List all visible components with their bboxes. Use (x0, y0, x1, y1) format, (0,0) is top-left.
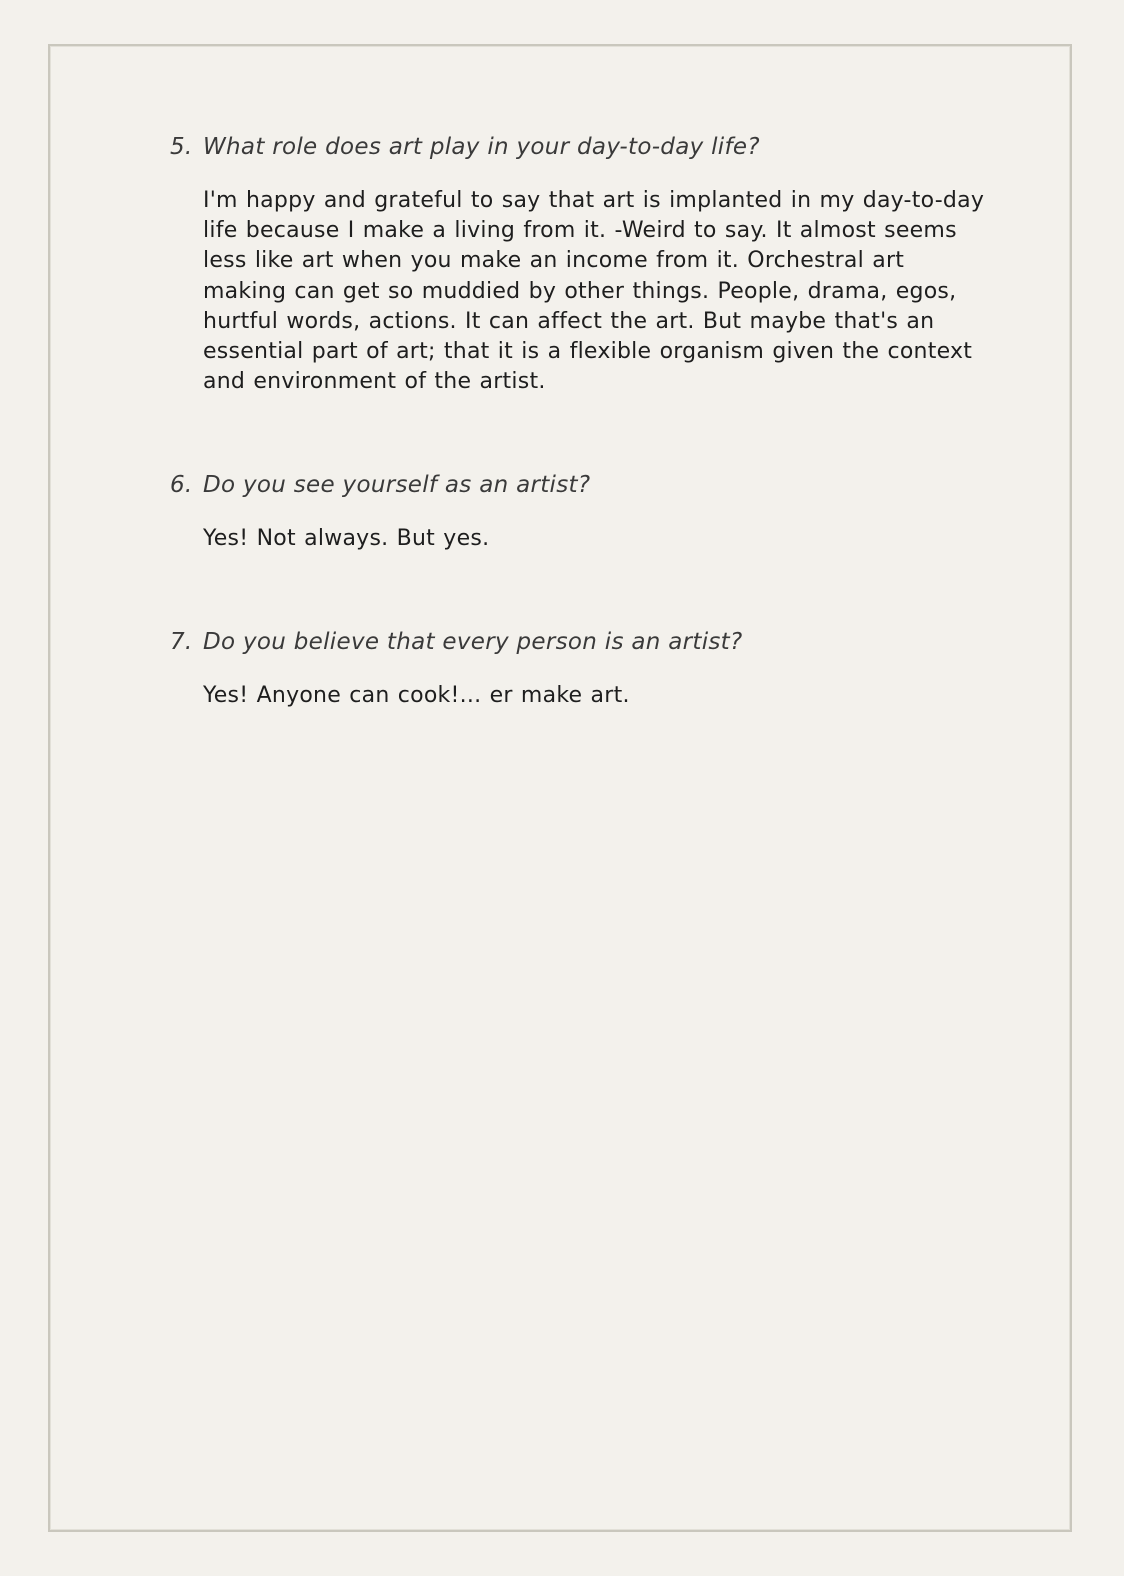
question-number: 6. (170, 472, 193, 498)
question-text: What role does art play in your day-to-day life? (203, 134, 760, 160)
answer-6: Yes! Not always. But yes. (203, 526, 490, 551)
answer-5: I'm happy and grateful to say that art is implanted in my day-to-day life because I make a living from it. -Weird to say. It almost seems less like art when you make an income from it. Orchestral art making can get so muddied by other things. People, drama, egos, hurtful words, actions. It can affect the art. But maybe that's an essential part of art; that it is a flexible organism given the context and environment of the artist. (203, 188, 985, 395)
question-number: 7. (170, 629, 193, 655)
question-block-5 (170, 132, 990, 397)
question-block-6 (170, 470, 990, 554)
question-text: Do you believe that every person is an artist? (203, 629, 743, 655)
answer-7: Yes! Anyone can cook!... er make art. (203, 683, 630, 708)
question-number: 5. (170, 134, 193, 160)
question-7 (170, 627, 990, 657)
question-text: Do you see yourself as an artist? (203, 472, 591, 498)
question-5 (170, 132, 990, 162)
document-page (48, 44, 1072, 1532)
question-6 (170, 470, 990, 500)
question-block-7 (170, 627, 990, 711)
